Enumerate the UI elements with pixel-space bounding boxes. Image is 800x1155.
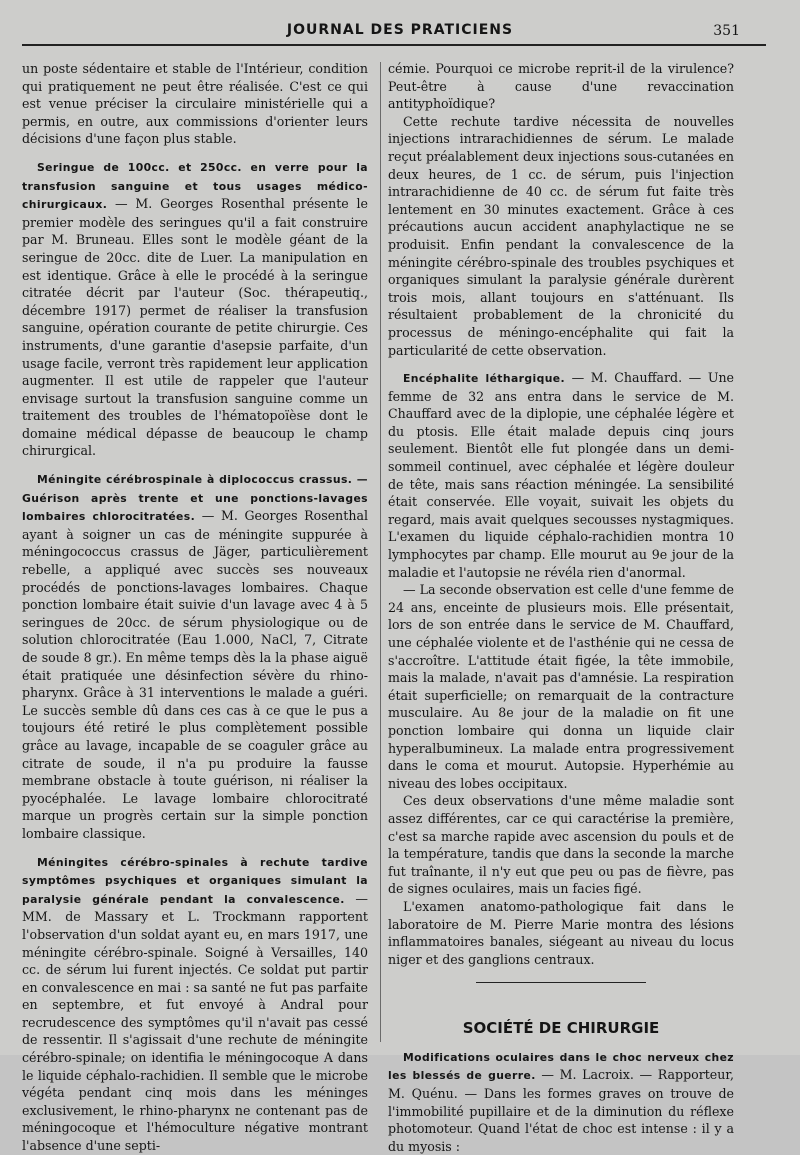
right-column [388, 60, 734, 1155]
paragraph: Ces deux observations d'une même maladie sont assez différentes, car ce qui caractérise la première, c'est sa marche rapide avec ascension du pouls et de la température, tandis que dans la seconde la marche fut traînante, il n'y eut que peu ou pas de fièvre, pas de signes oculaires, mais un facies figé. [388, 793, 734, 897]
article-heading: Méningites cérébro-spinales à rechute tardive symptômes psychiques et organiques simulant la paralysie générale pendant la convalescence. [22, 855, 368, 906]
article-body: — M. Georges Rosenthal présente le premier modèle des seringues qu'il a fait construire par M. Bruneau. Elles sont le modèle géant de la seringue de 20cc. dite de Luer. La manipulation en est identique. Grâce à elle le procédé à la seringue citratée décrit par l'auteur (Soc. thérapeutiq., décembre 1917) permet de réaliser la transfusion sanguine, opération courante de petite chirurgie. Ces instruments, d'une garantie d'asepsie parfaite, d'un usage facile, verront très rapidement leur application augmenter. Il est utile de rappeler que l'auteur envisage surtout la transfusion sanguine comme un traitement des troubles de l'hématopoïèse dont le domaine médical dépasse de beaucoup le champ chirurgical. [22, 196, 368, 459]
article-heading: Modifications oculaires dans le choc nerveux chez les blessés de guerre. [388, 1050, 734, 1083]
column-divider [380, 62, 381, 1042]
paragraph-continuation: un poste sédentaire et stable de l'Intérieur, condition qui pratiquement ne peut être réalisée. C'est ce qui est venue préciser la circulaire ministérielle qui a permis, en outre, aux commissions d'orienter leurs décisions d'une façon plus stable. [22, 61, 368, 147]
section-title: SOCIÉTÉ DE CHIRURGIE [462, 1019, 660, 1038]
page-number: 351 [713, 23, 740, 39]
article-encephalite [388, 369, 734, 581]
article-body: — M. Georges Rosenthal ayant à soigner un cas de méningite suppurée à méningococcus crassus de Jäger, particulièrement rebelle, a appliqué avec succès ses nouveaux procédés de ponctions-lavages lombaires. Chaque ponction lombaire était suivie d'un lavage avec 4 à 5 seringues de 20cc. de sérum physiologique ou de solution chlorocitratée (Eau 1.000, NaCl, 7, Citrate de soude 8 gr.). En même temps dès la la phase aiguë était pratiquée une désinfection sévère du rhino-pharynx. Grâce à 31 interventions le malade a guéri. Le succès semble dû dans ces cas à ce que le pus a toujours été retiré le plus complètement possible grâce au lavage, incapable de se coaguler grâce au citrate de soude, il n'a pu produire la fausse membrane obstacle à toute guérison, ni réaliser la pyocéphalée. Le lavage lombaire chlorocitraté marque un progrès certain sur la simple ponction lombaire classique. [22, 508, 368, 841]
paragraph: — La seconde observation est celle d'une femme de 24 ans, enceinte de plusieurs mois. Elle présentait, lors de son entrée dans le service de M. Chauffard, une céphalée violente et de l'asthénie qui ne cessa de s'accroître. L'attitude était figée, la tête immobile, mais la malade, n'avait pas d'amnésie. La respiration était superficielle; on remarquait de la contracture musculaire. Au 8e jour de la maladie on fit une ponction lombaire qui donna un liquide clair hyperalbumineux. La malade entra progressivement dans le coma et mourut. Autopsie. Hyperhémie au niveau des lobes occipitaux. [388, 582, 734, 791]
article-meningites-rechute [22, 853, 368, 1155]
article-heading: Méningite cérébrospinale à diplococcus crassus. — Guérison après trente et une ponctions-lavages lombaires chlorocitratées. [22, 473, 368, 524]
header-rule [22, 44, 766, 46]
article-meningite-crassus [22, 470, 368, 842]
article-heading: Seringue de 100cc. et 250cc. en verre pour la transfusion sanguine et tous usages médico-chirurgicaux. [22, 160, 368, 212]
left-column [22, 60, 368, 1155]
paragraph-continuation: cémie. Pourquoi ce microbe reprit-il de la virulence? Peut-être à cause d'une revaccination antityphoïdique? [388, 61, 734, 112]
article-body: — MM. de Massary et L. Trockmann rapportent l'observation d'un soldat ayant eu, en mars 1917, une méningite cérébro-spinale. Soigné à Versailles, 140 cc. de sérum lui furent injectés. Ce soldat put partir en convalescence en mai : sa santé ne fut pas parfaite en septembre, et fut envoyé à Andral pour recrudescence des symptômes qu'il n'avait pas cessé de ressentir. Il s'agissait d'une rechute de méningite cérébro-spinale; on identifia le méningocoque A dans le liquide céphalo-rachidien. Il semble que le microbe végéta pendant cinq mois dans les méninges exclusivement, le rhino-pharynx ne contenant pas de méningocoque et l'hémoculture négative montrant l'absence d'une septi- [22, 890, 368, 1154]
article-body: — M. Chauffard. — Une femme de 32 ans entra dans le service de M. Chauffard avec de la diplopie, une céphalée légère et du ptosis. Elle était malade depuis cinq jours seulement. Bientôt elle fut plongée dans un demi-sommeil continuel, avec céphalée et légère douleur de tête, mais sans réaction méningée. La sensibilité était conservée. Elle voyait, suivait les objets du regard, mais avait quelques secousses nystagmiques. L'examen du liquide céphalo-rachidien montra 10 lymphocytes par champ. Elle mourut au 9e jour de la maladie et l'autopsie ne révéla rien d'anormal. [388, 370, 735, 580]
article-seringue [22, 158, 368, 460]
article-body: — M. Lacroix. — Rapporteur, M. Quénu. — Dans les formes graves on trouve de l'immobilité pupillaire et de la diminution du réflexe photomoteur. Quand l'état de choc est intense : il y a du myosis : [388, 1067, 734, 1154]
journal-title: JOURNAL DES PRATICIENS [286, 22, 514, 38]
article-modifications-oculaires [388, 1048, 734, 1155]
paragraph: Cette rechute tardive nécessita de nouvelles injections intrarachidiennes de sérum. Le malade reçut préalablement deux injections sous-cutanées en deux heures, de 1 cc. de sérum, puis l'injection intrarachidienne de 40 cc. de sérum fut faite très lentement en 30 minutes exactement. Grâce à ces précautions aucun accident anaphylactique ne se produisit. Enfin pendant la convalescence de la méningite cérébro-spinale des troubles psychiques et organiques simulant la paralysie générale durèrent trois mois, allant toujours en s'atténuant. Ils résultaient probablement de la chronicité du processus de méningo-encéphalite qui fait la particularité de cette observation. [388, 113, 734, 358]
page-header [0, 22, 800, 44]
section-rule [388, 982, 734, 1012]
paragraph: L'examen anatomo-pathologique fait dans le laboratoire de M. Pierre Marie montra des lésions inflammatoires banales, siégeant au niveau du locus niger et des ganglions centraux. [388, 898, 734, 967]
article-heading: Encéphalite léthargique. [403, 372, 566, 386]
